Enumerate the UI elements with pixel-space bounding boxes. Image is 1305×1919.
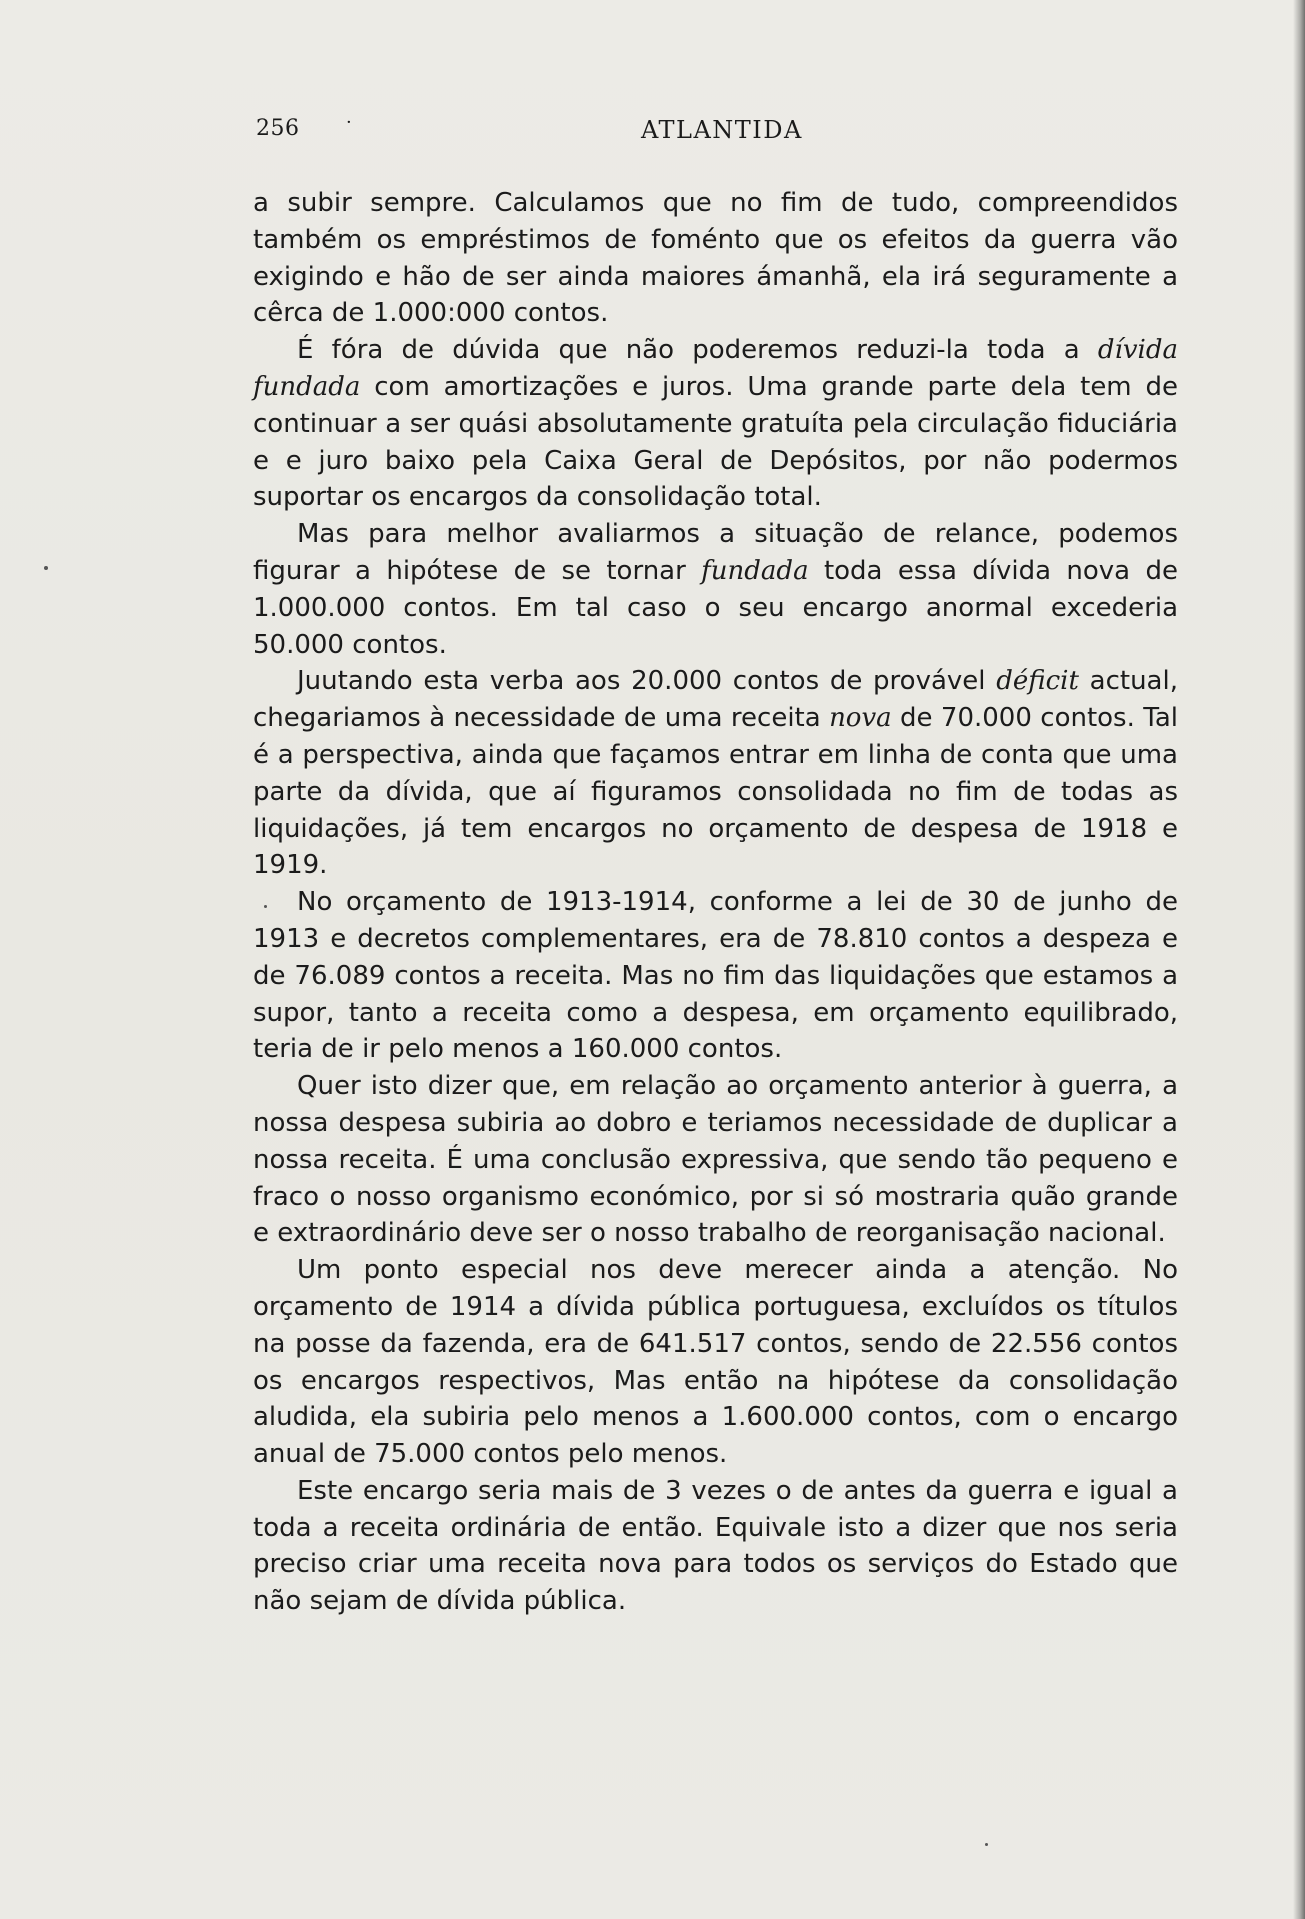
paragraph-text: a subir sempre. Calculamos que no fim de tudo, compreendidos também os empréstimos de foménto que os efeitos da guerra vão exigindo e hão de ser ainda maiores ámanhã, ela irá seguramente a cêrca de 1.000:000 contos. — [253, 188, 1178, 329]
paragraph — [253, 884, 1178, 1068]
paragraph-text: Quer isto dizer que, em relação ao orçamento anterior à guerra, a nossa despesa subiria ao dobro e teriamos necessidade de duplicar a nossa receita. É uma conclusão expressiva, que sendo tão pequeno e fraco o nosso organismo económico, por si só mostraria quão grande e extraordinário deve ser o nosso trabalho de reorganisação nacional. — [253, 1071, 1178, 1249]
paragraph — [253, 1252, 1178, 1473]
page-number: 256 — [256, 116, 300, 141]
paragraph — [253, 516, 1178, 663]
body-text — [253, 185, 1178, 1620]
paragraph-text: É fóra de dúvida que não poderemos reduzi-la toda a — [297, 335, 1098, 366]
paragraph — [253, 663, 1178, 884]
paragraph — [253, 1068, 1178, 1252]
page-header — [256, 112, 1176, 156]
paper-speck — [44, 566, 48, 570]
paragraph-text: No orçamento de 1913-1914, conforme a lei de 30 de junho de 1913 e decretos complementares, era de 78.810 contos a despeza e de 76.089 contos a receita. Mas no fim das liquidações que estamos a supor, tanto a receita como a despesa, em orçamento equilibrado, teria de ir pelo menos a 160.000 contos. — [253, 887, 1178, 1065]
paragraph — [253, 1473, 1178, 1620]
page-edge-shadow — [1293, 0, 1305, 1919]
paragraph-text: de 70.000 contos. Tal é a perspectiva, ainda que façamos entrar em linha de conta que uma parte da dívida, que aí figuramos consolidada no fim de todas as liquidações, já tem encargos no orçamento de despesa de 1918 e 1919. — [253, 703, 1178, 881]
italic-text: dívida fundada — [253, 335, 1178, 402]
italic-text: fundada — [701, 555, 809, 586]
paper-speck — [985, 1843, 988, 1846]
paragraph-text: Juutando esta verba aos 20.000 contos de provável — [297, 666, 997, 697]
paragraph-text: actual, chegariamos à necessidade de uma receita — [253, 666, 1178, 734]
paragraph-text: Um ponto especial nos deve merecer ainda a atenção. No orçamento de 1914 a dívida pública portuguesa, excluídos os títulos na posse da fazenda, era de 641.517 contos, sendo de 22.556 contos os encargos respectivos, Mas então na hipótese da consolidação aludida, ela subiria pelo menos a 1.600.000 contos, com o encargo anual de 75.000 contos pelo menos. — [253, 1255, 1178, 1470]
italic-text: déficit — [996, 666, 1079, 697]
italic-text: nova — [829, 703, 892, 734]
paragraph-text: Este encargo seria mais de 3 vezes o de antes da guerra e igual a toda a receita ordinária de então. Equivale isto a dizer que nos seria preciso criar uma receita nova para todos os serviços do Estado que não sejam de dívida pública. — [253, 1475, 1178, 1617]
paragraph-text: Mas para melhor avaliarmos a situação de relance, podemos figurar a hipótese de se tornar — [253, 519, 1178, 586]
paragraph — [253, 332, 1178, 516]
paragraph — [253, 185, 1178, 332]
paragraph-text: toda essa dívida nova de 1.000.000 contos. Em tal caso o seu encargo anormal excederia 50.000 contos. — [253, 555, 1178, 660]
header-separator: · — [346, 112, 352, 133]
running-title: ATLANTIDA — [641, 116, 803, 144]
paragraph-text: com amortizações e juros. Uma grande parte dela tem de continuar a ser quási absolutamente gratuíta pela circulação fiduciária e e juro baixo pela Caixa Geral de Depósitos, por não podermos suportar os encargos da consolidação total. — [253, 371, 1178, 513]
